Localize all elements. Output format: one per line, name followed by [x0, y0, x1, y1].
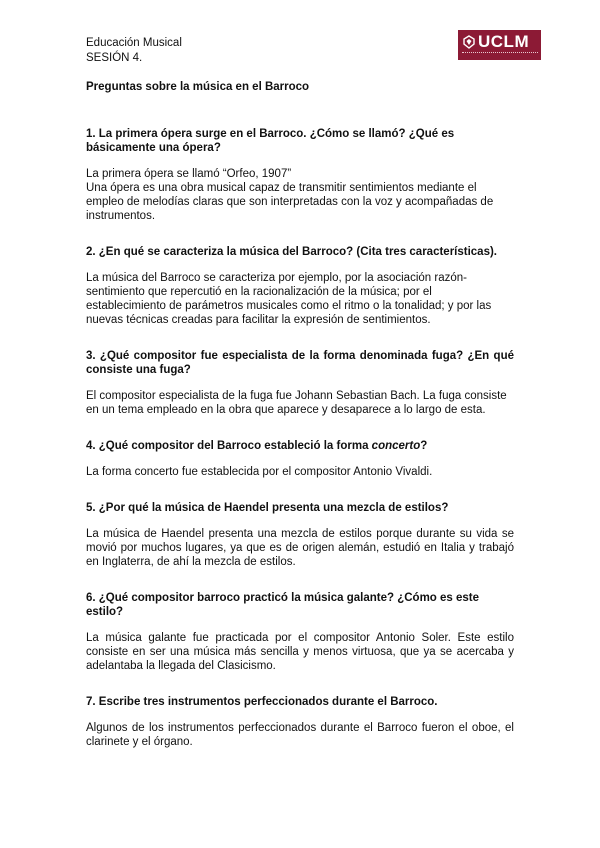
uclm-logo — [458, 30, 541, 60]
answer-7: Algunos de los instrumentos perfeccionados durante el Barroco fueron el oboe, el clarinete y el órgano. — [86, 722, 514, 748]
question-4-prefix: 4. ¿Qué compositor del Barroco estableció la forma — [86, 440, 372, 452]
answer-6: La música galante fue practicada por el compositor Antonio Soler. Este estilo consiste en ser una música más sencilla y menos virtuosa, que ya se acercaba y adelantaba la llegada del Clasicismo. — [86, 632, 514, 672]
question-4-italic: concerto — [371, 440, 421, 452]
subject-label: Educación Musical — [86, 37, 182, 49]
question-4 — [86, 439, 514, 453]
university-emblem-icon — [462, 35, 476, 49]
answer-3: El compositor especialista de la fuga fue Johann Sebastian Bach. La fuga consiste en un tema empleado en la obra que aparece y desaparece a lo largo de esta. — [86, 390, 507, 416]
answer-4: La forma concerto fue establecida por el compositor Antonio Vivaldi. — [86, 466, 433, 478]
answer-2: La música del Barroco se caracteriza por ejemplo, por la asociación razón-sentimiento que repercutió en la racionalización de la música; por el establecimiento de parámetros musicales como el ritmo o la tonalidad; y por las nuevas técnicas creadas para facilitar la expresión de sentimientos. — [86, 272, 492, 326]
answer-5: La música de Haendel presenta una mezcla de estilos porque durante su vida se movió por muchos lugares, ya que es de origen alemán, estudió en Italia y trabajó en Inglaterra, de ahí la mezcla de estilos. — [86, 528, 514, 568]
question-7: 7. Escribe tres instrumentos perfeccionados durante el Barroco. — [86, 696, 438, 708]
question-1: 1. La primera ópera surge en el Barroco. ¿Cómo se llamó? ¿Qué es básicamente una ópera? — [86, 128, 455, 154]
question-4-suffix: ? — [420, 440, 428, 452]
answer-1-line1: La primera ópera se llamó “Orfeo, 1907” — [86, 168, 292, 180]
page-header — [86, 36, 182, 66]
document-title: Preguntas sobre la música en el Barroco — [86, 81, 310, 93]
question-2: 2. ¿En qué se caracteriza la música del Barroco? (Cita tres características). — [86, 246, 497, 258]
session-label: SESIÓN 4. — [86, 52, 143, 64]
question-6: 6. ¿Qué compositor barroco practicó la música galante? ¿Cómo es este estilo? — [86, 592, 480, 618]
answer-1-line2: Una ópera es una obra musical capaz de transmitir sentimientos mediante el empleo de melodías claras que son interpretadas con la voz y acompañadas de instrumentos. — [86, 182, 494, 222]
question-3: 3. ¿Qué compositor fue especialista de la forma denominada fuga? ¿En qué consiste una fuga? — [86, 350, 514, 376]
questions-list — [86, 127, 514, 749]
logo-wordmark: UCLM — [478, 32, 530, 51]
question-5: 5. ¿Por qué la música de Haendel presenta una mezcla de estilos? — [86, 502, 449, 514]
logo-subline — [462, 52, 538, 56]
